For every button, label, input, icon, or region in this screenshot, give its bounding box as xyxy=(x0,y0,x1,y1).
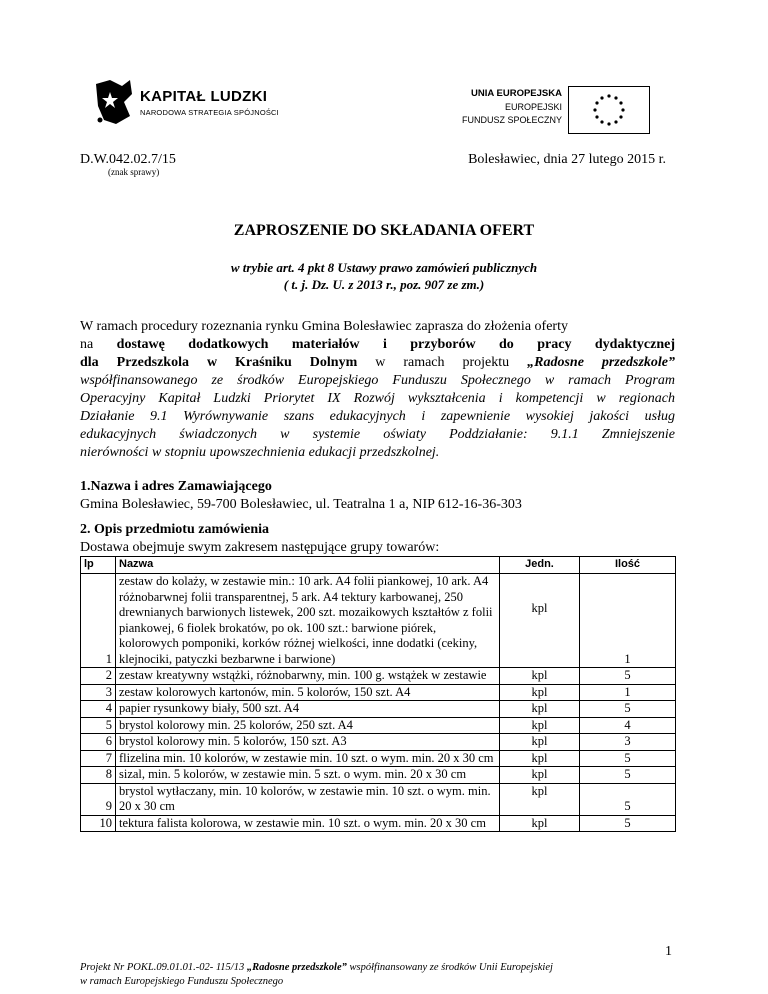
row-name: brystol kolorowy min. 5 kolorów, 150 szt. A3 xyxy=(116,734,500,751)
row-qty: 5 xyxy=(580,767,676,784)
intro-line-1: W ramach procedury rozeznania rynku Gmina Bolesławiec zaprasza do złożenia oferty xyxy=(80,319,568,334)
row-qty: 5 xyxy=(580,668,676,685)
kapital-ludzki-emblem-icon xyxy=(92,76,136,128)
row-lp: 6 xyxy=(81,734,116,751)
row-lp: 4 xyxy=(81,701,116,718)
row-unit: kpl xyxy=(500,574,580,668)
intro-line-5: Operacyjny Kapitał Ludzki Priorytet IX Rozwój wykształcenia i kompetencji w regionach xyxy=(80,391,675,406)
row-name: tektura falista kolorowa, w zestawie min. 10 szt. o wym. min. 20 x 30 cm xyxy=(116,815,500,832)
header-qty: Ilość xyxy=(580,557,676,574)
footer-project-number: Projekt Nr POKL.09.01.01.-02- 115/13 xyxy=(80,962,245,973)
kapital-ludzki-title: KAPITAŁ LUDZKI xyxy=(140,88,268,105)
row-name: zestaw kreatywny wstążki, różnobarwny, min. 100 g. wstążek w zestawie xyxy=(116,668,500,685)
intro-line-8: nierówności w stopniu upowszechnienia edukacji przedszkolnej. xyxy=(80,445,440,460)
row-lp: 7 xyxy=(81,750,116,767)
row-qty: 3 xyxy=(580,734,676,751)
row-unit: kpl xyxy=(500,783,580,815)
eu-logo-line1: UNIA EUROPEJSKA xyxy=(471,88,562,99)
row-name: zestaw kolorowych kartonów, min. 5 kolorów, 150 szt. A4 xyxy=(116,684,500,701)
row-qty: 1 xyxy=(580,574,676,668)
document-date: Bolesławiec, dnia 27 lutego 2015 r. xyxy=(468,152,666,167)
row-lp: 10 xyxy=(81,815,116,832)
footer xyxy=(80,961,690,989)
table-row xyxy=(81,815,676,832)
row-qty: 5 xyxy=(580,750,676,767)
row-qty: 5 xyxy=(580,701,676,718)
table-row xyxy=(81,574,676,668)
row-qty: 4 xyxy=(580,717,676,734)
kapital-ludzki-subtitle: NARODOWA STRATEGIA SPÓJNOŚCI xyxy=(140,108,279,117)
row-lp: 9 xyxy=(81,783,116,815)
row-qty: 5 xyxy=(580,815,676,832)
table-row xyxy=(81,750,676,767)
footer-cofinancing: współfinansowany ze środków Unii Europejskiej xyxy=(349,962,553,973)
row-name: brystol wytłaczany, min. 10 kolorów, w zestawie min. 10 szt. o wym. min. 20 x 30 cm xyxy=(116,783,500,815)
eu-logo-line2: EUROPEJSKI xyxy=(504,102,562,112)
goods-table xyxy=(80,556,676,832)
order-subject: dostawę dodatkowych materiałów i przyborów do pracy dydaktycznej xyxy=(116,337,675,352)
row-qty: 1 xyxy=(580,684,676,701)
row-name: flizelina min. 10 kolorów, w zestawie min. 10 szt. o wym. min. 20 x 30 cm xyxy=(116,750,500,767)
table-row xyxy=(81,684,676,701)
row-lp: 5 xyxy=(81,717,116,734)
row-name: brystol kolorowy min. 25 kolorów, 250 szt. A4 xyxy=(116,717,500,734)
footer-project-name: „Radosne przedszkole” xyxy=(246,962,347,973)
row-lp: 1 xyxy=(81,574,116,668)
row-unit: kpl xyxy=(500,750,580,767)
row-lp: 8 xyxy=(81,767,116,784)
table-row xyxy=(81,734,676,751)
intro-line-4: współfinansowanego ze środków Europejskiego Funduszu Społecznego w ramach Program xyxy=(80,373,675,388)
intro-line-2 xyxy=(80,336,675,354)
case-number-label: (znak sprawy) xyxy=(108,167,160,177)
row-name: papier rysunkowy biały, 500 szt. A4 xyxy=(116,701,500,718)
table-row xyxy=(81,783,676,815)
header-name: Nazwa xyxy=(116,557,500,574)
row-unit: kpl xyxy=(500,701,580,718)
row-name: zestaw do kolaży, w zestawie min.: 10 ark. A4 folii piankowej, 10 ark. A4 różnobarwnej folii transparentnej, 5 ark. A4 tektury karbowanej, 250 drewnianych barwionych listewek, 200 szt. mozaikowych kształtów z folii piankowej, 6 fiolek brokatów, po ok. 100 szt.: barwione piórek, kolorowych pomponiki, korków różnej wielkości, inne dodatki (cekiny, klejnociki, patyczki bezbarwne i barwione) xyxy=(116,574,500,668)
eu-logo-line3: FUNDUSZ SPOŁECZNY xyxy=(461,115,562,125)
legal-basis-line1: w trybie art. 4 pkt 8 Ustawy prawo zamówień publicznych xyxy=(230,260,538,275)
table-row xyxy=(81,717,676,734)
row-qty: 5 xyxy=(580,783,676,815)
row-name: sizal, min. 5 kolorów, w zestawie min. 5 szt. o wym. min. 20 x 30 cm xyxy=(116,767,500,784)
section-2-text: Dostawa obejmuje swym zakresem następujące grupy towarów: xyxy=(80,540,440,555)
row-lp: 3 xyxy=(81,684,116,701)
page-number: 1 xyxy=(665,944,672,959)
intro-line-7: edukacyjnych świadczonych w systemie oświaty Poddziałanie: 9.1.1 Zmniejszenie xyxy=(80,427,675,442)
row-unit: kpl xyxy=(500,668,580,685)
intro-line-2-prefix: na xyxy=(80,337,94,352)
kindergarten-name: dla Przedszkola w Kraśniku Dolnym xyxy=(80,355,358,370)
header-unit: Jedn. xyxy=(500,557,580,574)
table-header-row xyxy=(81,557,676,574)
section-1-text: Gmina Bolesławiec, 59-700 Bolesławiec, ul. Teatralna 1 a, NIP 612-16-36-303 xyxy=(80,497,522,512)
row-unit: kpl xyxy=(500,717,580,734)
eu-logo xyxy=(454,86,650,136)
legal-basis-line2: ( t. j. Dz. U. z 2013 r., poz. 907 ze zm.) xyxy=(283,277,485,292)
footer-fund: w ramach Europejskiego Funduszu Społecznego xyxy=(80,976,284,987)
row-lp: 2 xyxy=(81,668,116,685)
row-unit: kpl xyxy=(500,684,580,701)
table-row xyxy=(81,668,676,685)
row-unit: kpl xyxy=(500,767,580,784)
project-name: „Radosne przedszkole” xyxy=(527,355,676,370)
intro-line-3-middle: w ramach projektu xyxy=(375,355,510,370)
table-row xyxy=(81,701,676,718)
document-title: ZAPROSZENIE DO SKŁADANIA OFERT xyxy=(233,222,535,239)
row-unit: kpl xyxy=(500,734,580,751)
header-lp: lp xyxy=(81,557,116,574)
section-2-heading: 2. Opis przedmiotu zamówienia xyxy=(80,522,269,537)
case-number: D.W.042.02.7/15 xyxy=(80,152,176,167)
row-unit: kpl xyxy=(500,815,580,832)
intro-line-6: Działanie 9.1 Wyrównywanie szans edukacyjnych i zapewnienie wysokiej jakości usług xyxy=(80,409,675,424)
table-row xyxy=(81,767,676,784)
eu-flag-icon xyxy=(568,86,650,134)
intro-line-3 xyxy=(80,354,675,372)
section-1-heading: 1.Nazwa i adres Zamawiającego xyxy=(80,479,272,494)
kapital-ludzki-logo xyxy=(92,76,292,128)
